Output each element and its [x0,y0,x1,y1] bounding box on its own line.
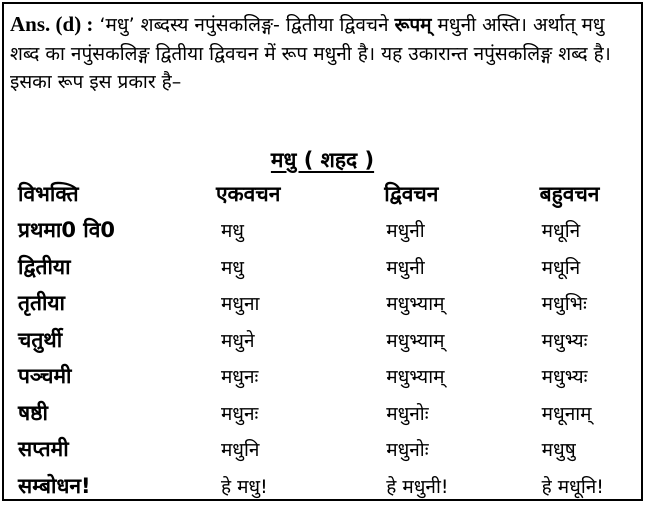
table-title: मधु ( शहद ) [270,148,375,172]
case-label: द्वितीया [18,254,71,279]
table-row [18,358,641,395]
table-row [18,431,641,468]
singular-form: मधु [220,220,244,243]
dual-form: मधुनी [386,256,425,279]
table-row [18,468,641,502]
plural-form: मधुषु [541,439,576,462]
dual-form: मधुनी [386,220,425,243]
singular-form: मधुनः [220,366,259,389]
plural-form: मधूनि [541,220,581,243]
case-label: सम्बोधन! [18,473,91,498]
singular-form: मधु [220,256,244,279]
singular-form: हे मधु! [220,475,268,498]
dual-form: मधुभ्याम् [386,366,445,389]
header-vibhakti: विभक्ति [18,182,79,206]
plural-form: मधुभिः [541,293,587,316]
header-ekavachan: एकवचन [215,182,281,206]
header-bahuvachan: बहुवचन [539,182,600,206]
explanation-body: मधुनी अस्ति। अर्थात् मधु शब्द का नपुंसकलिङ्ग द्वितीया द्विवचन में रूप मधुनी है। यह उकारान्त नपुंसकलिङ्ग शब्द है। इसका रूप इस प्रकार है– [10,14,611,93]
dual-form: हे मधुनी! [386,475,449,498]
table-row [18,395,641,432]
table-row [18,212,641,249]
case-label: तृतीया [18,291,65,316]
header-dvivachan: द्विवचन [384,182,439,206]
table-row [18,249,641,286]
dual-form: मधुनोः [386,402,429,425]
case-label: षष्ठी [18,400,48,425]
singular-form: मधुनि [220,439,260,462]
dual-form: मधुभ्याम् [386,293,445,316]
plural-form: मधूनाम् [541,402,592,425]
singular-form: मधुने [220,329,255,352]
plural-form: हे मधूनि! [541,475,604,498]
plural-form: मधुभ्यः [541,329,588,352]
explanation-lead: ‘मधु’ शब्दस्य नपुंसकलिङ्ग- द्वितीया द्विवचने [93,14,395,36]
plural-form: मधूनि [541,256,581,279]
case-label: चतुर्थी [18,327,63,352]
case-label: सप्तमी [18,437,69,462]
explanation-emphasis: रूपम् [394,14,432,36]
explanation-paragraph [10,10,636,97]
singular-form: मधुना [220,293,260,316]
plural-form: मधुभ्यः [541,366,588,389]
case-label: प्रथमा0 वि0 [18,218,116,243]
table-row [18,285,641,322]
answer-box [2,2,643,501]
table-row [18,322,641,359]
singular-form: मधुनः [220,402,259,425]
declension-table [18,176,641,501]
table-header-row [18,176,641,212]
dual-form: मधुनोः [386,439,429,462]
case-label: पञ्चमी [18,364,72,389]
dual-form: मधुभ्याम् [386,329,445,352]
answer-label: Ans. (d) : [10,12,94,36]
